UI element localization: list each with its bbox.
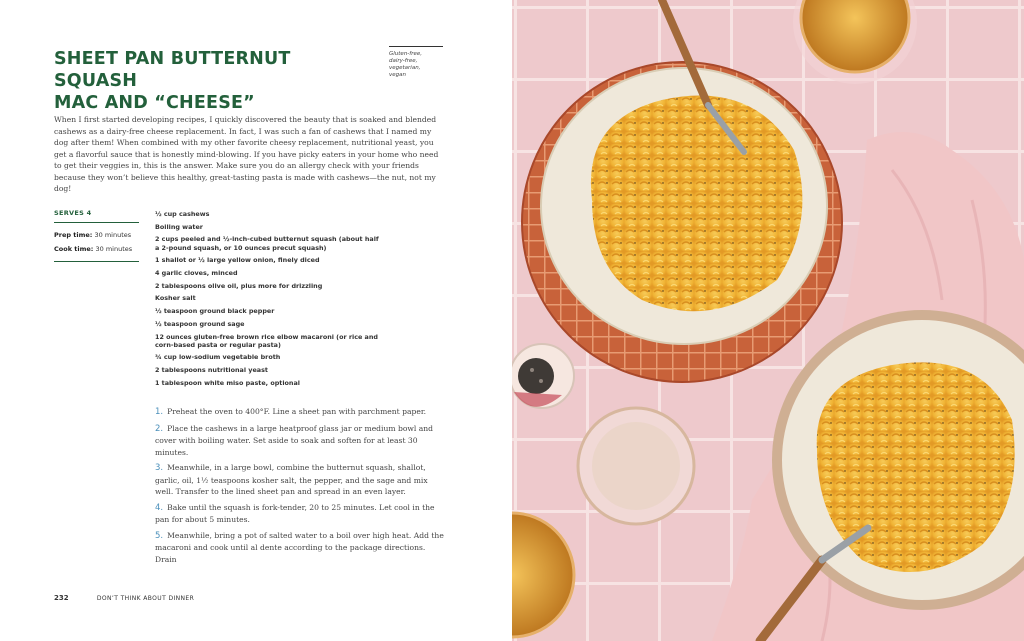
clear-glass xyxy=(578,408,694,524)
ingredient-item: 2 tablespoons nutritional yeast xyxy=(155,366,268,375)
cook-time-label: Cook time: xyxy=(54,245,94,253)
ingredient-item: ½ teaspoon ground sage xyxy=(155,319,245,328)
step-number: 3. xyxy=(155,463,164,474)
recipe-intro: When I first started developing recipes, I quickly discovered the beauty that is soaked and blended cashews as a dairy-free cheese replacement. In fact, I was such a fan of cashews that I named my dog after them! When combined with my other favorite cheesy replacement, nutritional yeast, you get a flavorful sauce that is honestly mind-blowing. If you have picky eaters in your home who need to get their veggies in, this is the answer. Make sure you do an allergy check with your friends because they won’t believe this healthy, great-tasting pasta is made with cashews—the nut, not my dog! xyxy=(54,115,439,193)
recipe-title-line-1: SHEET PAN BUTTERNUT SQUASH xyxy=(54,49,291,91)
method-step xyxy=(155,502,447,526)
ingredient-list xyxy=(155,210,383,392)
step-number: 5. xyxy=(155,530,164,541)
method-step xyxy=(155,423,447,458)
diet-tags xyxy=(389,46,443,79)
step-text: Meanwhile, in a large bowl, combine the butternut squash, shallot, garlic, oil, 1½ teaspoons kosher salt, the pepper, and the sage and mix well. Transfer to the lined sheet pan and spread in an even layer. xyxy=(155,463,428,497)
ingredient-item: 1 shallot or ½ large yellow onion, finely diced xyxy=(155,256,320,265)
step-text: Bake until the squash is fork-tender, 20 to 25 minutes. Let cool in the pan for about 5 minutes. xyxy=(155,502,435,525)
ingredient-item: 12 ounces gluten-free brown rice elbow macaroni (or rice and corn-based pasta or regular pasta) xyxy=(155,332,378,349)
ingredient-item: 2 tablespoons olive oil, plus more for drizzling xyxy=(155,281,323,290)
running-head: DON’T THINK ABOUT DINNER xyxy=(96,595,195,602)
diet-tag: dairy-free, xyxy=(389,58,418,64)
ingredient-item: ½ cup cashews xyxy=(155,210,210,218)
recipe-title-line-2: MAC AND “CHEESE” xyxy=(54,93,255,113)
method-step xyxy=(155,530,447,565)
food-photo xyxy=(512,0,1024,641)
diet-tag: vegetarian, xyxy=(389,65,421,71)
ingredient-item: 1 tablespoon white miso paste, optional xyxy=(155,378,300,387)
serves-label: SERVES 4 xyxy=(54,209,139,223)
step-number: 4. xyxy=(155,502,164,513)
cook-time-value: 30 minutes xyxy=(95,245,133,253)
step-number: 2. xyxy=(155,423,164,434)
ingredient-item: 4 garlic cloves, minced xyxy=(155,269,238,278)
mac-bowl-top xyxy=(541,68,827,344)
step-text: Meanwhile, bring a pot of salted water to a boil over high heat. Add the macaroni and cook until al dente according to the package directions. Drain xyxy=(155,530,444,564)
step-text: Preheat the oven to 400°F. Line a sheet pan with parchment paper. xyxy=(167,407,427,416)
ingredient-item: Kosher salt xyxy=(155,294,196,303)
page-footer xyxy=(54,594,194,602)
cook-time xyxy=(54,242,139,256)
step-number: 1. xyxy=(155,407,164,417)
food-photo-illustration xyxy=(512,0,1024,641)
method-step xyxy=(155,462,447,497)
prep-time xyxy=(54,228,139,242)
recipe-times xyxy=(54,228,139,262)
ingredient-item: Boiling water xyxy=(155,222,203,231)
recipe-title xyxy=(54,48,374,114)
method-step xyxy=(155,406,447,418)
method-steps xyxy=(155,406,447,569)
diet-tag: Gluten-free, xyxy=(389,51,422,57)
prep-time-label: Prep time: xyxy=(54,231,93,239)
diet-tag: vegan xyxy=(389,72,406,78)
pepper-dish xyxy=(512,344,574,408)
ingredient-item: 2 cups peeled and ½-inch-cubed butternut squash (about half a 2-pound squash, or 10 ounces precut squash) xyxy=(155,235,379,252)
step-text: Place the cashews in a large heatproof glass jar or medium bowl and cover with boiling water. Set aside to soak and soften for at least 30 minutes. xyxy=(155,423,434,457)
page-number: 232 xyxy=(54,594,69,602)
ingredient-item: ¾ cup low-sodium vegetable broth xyxy=(155,353,281,362)
prep-time-value: 30 minutes xyxy=(94,231,132,239)
ingredient-item: ½ teaspoon ground black pepper xyxy=(155,307,275,316)
